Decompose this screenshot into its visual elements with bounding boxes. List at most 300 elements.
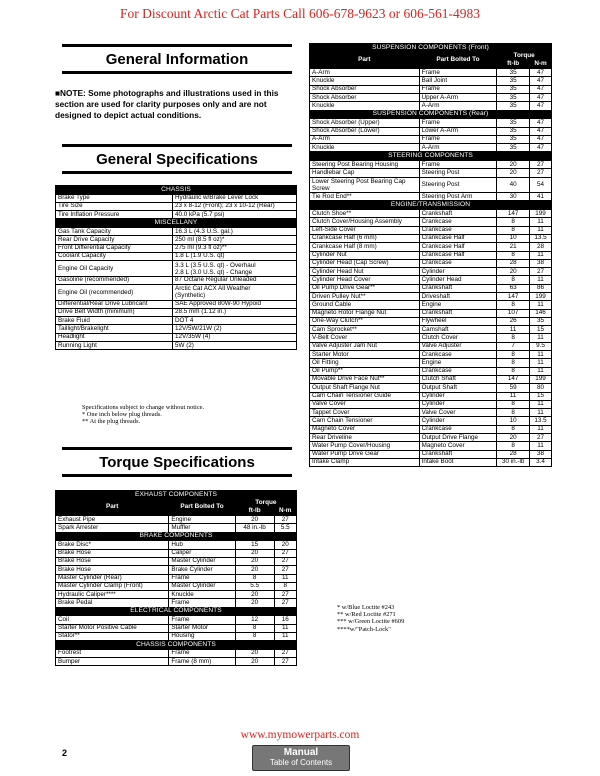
spec-value: 40.0 kPa (5.7 psi) [173,211,297,219]
torque-nm: 27 [530,268,552,276]
table-row [56,211,297,219]
right-torque-table [309,43,552,467]
table-row [310,276,552,284]
bolted-to: Crankshaft [419,284,497,292]
torque-nm: 11 [530,301,552,309]
bolted-to: Frame [419,161,497,169]
col-bolted: Part Bolted To [169,499,235,516]
torque-nm: 35 [530,317,552,325]
torque-ftlb: 5.5 [235,582,274,590]
section-title: SUSPENSION COMPONENTS (Rear) [310,110,552,119]
torque-nm: 199 [530,210,552,218]
left-torque-table [55,490,297,666]
torque-nm: 47 [530,102,552,110]
torque-nm: 38 [530,259,552,267]
table-row [310,119,552,127]
part-name: Shock Absorber (Lower) [310,127,420,135]
torque-nm: 54 [530,177,552,193]
torque-ftlb: 35 [497,69,530,77]
part-name: Valve Cover [310,400,420,408]
table-row [56,574,297,582]
spec-value: Hydraulic w/Brake Lever Lock [173,194,297,202]
bolted-to: Brake Cylinder [169,566,235,574]
table-row [310,77,552,85]
table-row [310,434,552,442]
torque-nm: 47 [530,135,552,143]
spec-value: 87 Octane Regular Unleaded [173,276,297,284]
table-row [56,285,297,301]
bolted-to: Muffler [169,524,235,532]
torque-nm: 47 [530,144,552,152]
part-name: Brake Pedal [56,599,169,607]
section-title: MISCELLANY [56,219,297,228]
general-information-title: General Information [62,44,292,74]
table-row [56,244,297,252]
section-header-row [310,110,552,119]
table-row [310,400,552,408]
bolted-to: Clutch Cover [419,334,497,342]
footnote: *** w/Green Loctite #609 [337,618,405,626]
torque-ftlb: 11 [497,392,530,400]
part-name: Intake Clamp [310,458,420,466]
spec-name: Headlight [56,333,173,341]
part-name: Stator** [56,632,169,640]
part-name: Driven Pulley Nut** [310,293,420,301]
torque-ftlb: 11 [497,326,530,334]
bolted-to: Steering Post [419,169,497,177]
torque-ftlb: 35 [497,135,530,143]
section-header-row [310,44,552,53]
part-name: Crankcase Half (6 mm) [310,234,420,242]
torque-ftlb: 20 [497,161,530,169]
torque-nm: 199 [530,375,552,383]
torque-ftlb: 26 [497,317,530,325]
part-name: Cam Sprocket** [310,326,420,334]
table-row [310,425,552,433]
spec-name: Rear Drive Capacity [56,236,173,244]
torque-ftlb: 40 [497,177,530,193]
torque-nm: 27 [530,169,552,177]
part-name: Oil Pump** [310,367,420,375]
torque-nm: 47 [530,77,552,85]
torque-nm: 27 [274,566,296,574]
table-row [56,317,297,325]
spec-name: Brake Type [56,194,173,202]
table-row [310,210,552,218]
part-name: Ground Cable [310,301,420,309]
table-row [310,218,552,226]
torque-footnotes [337,604,404,633]
table-row [56,599,297,607]
torque-nm: 11 [530,400,552,408]
bolted-to: Crankcase [419,218,497,226]
table-row [310,334,552,342]
torque-nm: 47 [530,85,552,93]
spec-note-line: Specifications subject to change without notice. [82,404,205,411]
table-row [56,541,297,549]
bolted-to: Crankshaft [419,450,497,458]
torque-specifications-title: Torque Specifications [62,447,292,477]
table-row [310,359,552,367]
part-name: Steering Post Bearing Housing [310,161,420,169]
bolted-to: Engine [419,359,497,367]
bolted-to: Knuckle [169,591,235,599]
part-name: Brake Hose [56,557,169,565]
table-row [56,325,297,333]
bolted-to: Starter Motor [169,624,235,632]
part-name: Valve Adjuster Jam Nut [310,342,420,350]
table-row [310,375,552,383]
torque-ftlb: 8 [497,359,530,367]
torque-nm: 13.5 [530,417,552,425]
torque-ftlb: 8 [497,442,530,450]
bolted-to: Master Cylinder [169,557,235,565]
bolted-to: Frame [169,574,235,582]
table-row [310,351,552,359]
table-row [310,417,552,425]
table-row [310,317,552,325]
torque-nm: 27 [530,434,552,442]
torque-nm: 199 [530,293,552,301]
torque-nm: 27 [274,591,296,599]
spec-name: Brake Fluid [56,317,173,325]
table-row [310,309,552,317]
bolted-to: Ball Joint [419,77,497,85]
part-name: Knuckle [310,77,420,85]
torque-ftlb: 20 [235,516,274,524]
bolted-to: Steering Post Arm [419,193,497,201]
table-row [56,228,297,236]
torque-ftlb: 8 [497,226,530,234]
torque-nm: 86 [530,284,552,292]
torque-ftlb: 20 [235,549,274,557]
bolted-to: Clutch Shaft [419,375,497,383]
bolted-to: Crankshaft [419,210,497,218]
torque-nm: 8 [274,582,296,590]
torque-nm: 27 [274,649,296,657]
spec-name: Drive Belt Width (minimum) [56,308,173,316]
part-name: Bumper [56,658,169,666]
bolted-to: Valve Adjuster [419,342,497,350]
part-name: A-Arm [310,135,420,143]
torque-nm: 5.5 [274,524,296,532]
part-name: Movable Drive Face Nut** [310,375,420,383]
table-row [56,276,297,284]
bolted-to: Valve Cover [419,409,497,417]
spec-name: Taillight/Brakelight [56,325,173,333]
spec-value: 5W (2) [173,342,297,350]
bolted-to: Intake Boot [419,458,497,466]
table-row [56,333,297,341]
spec-value: 3.3 L (3.5 U.S. qt) - Overhaul 2.8 L (3.0 U.S. qt) - Change [173,261,297,277]
torque-ftlb: 147 [497,293,530,301]
torque-ftlb: 8 [497,409,530,417]
torque-ftlb: 30 in.-lb [497,458,530,466]
bolted-to: Frame [169,599,235,607]
torque-nm: 47 [530,119,552,127]
column-header-row [310,52,552,60]
footnote: * w/Blue Loctite #243 [337,604,395,611]
spec-name: Tire Inflation Pressure [56,211,173,219]
torque-ftlb: 12 [235,616,274,624]
torque-nm: 11 [530,425,552,433]
table-row [310,384,552,392]
bolted-to: Caliper [169,549,235,557]
col-part: Part [310,52,420,69]
part-name: Tappet Cover [310,409,420,417]
torque-ftlb: 8 [497,367,530,375]
part-name: Exhaust Pipe [56,516,169,524]
spec-name: Tire Size [56,202,173,210]
bolted-to: Master Cylinder [169,582,235,590]
torque-nm: 146 [530,309,552,317]
torque-nm: 80 [530,384,552,392]
table-row [310,442,552,450]
table-row [56,236,297,244]
spec-value: 28.5 mm (1.12 in.) [173,308,297,316]
part-name: Brake Disc* [56,541,169,549]
torque-nm: 16 [274,616,296,624]
table-row [310,169,552,177]
spec-value: 12V/5W/21W (2) [173,325,297,333]
table-row [310,450,552,458]
torque-ftlb: 8 [235,574,274,582]
torque-nm: 11 [530,409,552,417]
torque-ftlb: 15 [235,541,274,549]
section-title: CHASSIS [56,186,297,195]
part-name: Hydraulic Caliper**** [56,591,169,599]
table-row [56,516,297,524]
part-name: Shock Absorber [310,85,420,93]
table-row [310,284,552,292]
torque-ftlb: 28 [497,259,530,267]
part-name: Shock Absorber (Upper) [310,119,420,127]
table-row [56,524,297,532]
torque-nm: 20 [274,541,296,549]
bolted-to: Crankcase [419,367,497,375]
table-row [56,342,297,350]
table-row [310,127,552,135]
bolted-to: Frame (8 mm) [169,658,235,666]
torque-nm: 27 [274,516,296,524]
torque-ftlb: 20 [497,169,530,177]
table-row [310,301,552,309]
bolted-to: A-Arm [419,144,497,152]
torque-nm: 11 [530,226,552,234]
spec-note-line: ** At the plug threads. [82,418,141,426]
bolted-to: A-Arm [419,102,497,110]
table-row [56,616,297,624]
table-row [310,268,552,276]
torque-nm: 47 [530,94,552,102]
table-row [310,367,552,375]
col-nm: N-m [530,60,552,68]
table-row [310,234,552,242]
spec-value: 1.8 L (1.9 U.S. qt) [173,252,297,260]
table-row [56,566,297,574]
part-name: Coil [56,616,169,624]
part-name: Handlebar Cap [310,169,420,177]
part-name: Shock Absorber [310,94,420,102]
table-row [310,161,552,169]
bolted-to: Housing [169,632,235,640]
torque-ftlb: 20 [497,434,530,442]
part-name: Starter Motor [310,351,420,359]
part-name: Crankcase Half (8 mm) [310,243,420,251]
spec-value: 12V/35W (4) [173,333,297,341]
spec-name: Engine Oil Capacity [56,261,173,277]
column-header-row [56,499,297,507]
spec-value: 16.3 L (4.3 U.S. gal.) [173,228,297,236]
torque-nm: 27 [274,599,296,607]
col-torque: Torque [235,499,296,507]
torque-ftlb: 35 [497,85,530,93]
bolted-to: Driveshaft [419,293,497,301]
torque-nm: 11 [530,251,552,259]
part-name: Footrest [56,649,169,657]
bolted-to: Cylinder [419,392,497,400]
table-of-contents-button[interactable] [252,745,350,771]
torque-nm: 11 [530,367,552,375]
torque-ftlb: 59 [497,384,530,392]
bolted-to: Cylinder [419,400,497,408]
part-name: Cylinder Head (Cap Screw) [310,259,420,267]
bolted-to: Crankcase [419,425,497,433]
bolted-to: Crankcase [419,259,497,267]
section-header-row [56,491,297,500]
toc-line1: Manual [283,747,319,758]
part-name: One-Way Clutch** [310,317,420,325]
torque-nm: 11 [530,276,552,284]
torque-ftlb: 20 [235,658,274,666]
table-row [310,144,552,152]
footnote: ****w/"Patch-Lock" [337,625,391,633]
part-name: Left-Side Cover [310,226,420,234]
table-row [56,202,297,210]
chassis-specs-table [55,185,297,350]
bolted-to: Frame [419,119,497,127]
torque-nm: 11 [274,624,296,632]
table-row [310,243,552,251]
part-name: Cam Chain Tensioner Guide [310,392,420,400]
spec-value: 23 x 8-12 (Front); 23 x 10-12 (Rear) [173,202,297,210]
table-row [310,85,552,93]
section-header-row [56,532,297,541]
torque-ftlb: 8 [497,218,530,226]
torque-nm: 27 [274,549,296,557]
part-name: Knuckle [310,102,420,110]
section-header-row [310,201,552,210]
table-row [310,409,552,417]
torque-ftlb: 10 [497,234,530,242]
table-row [56,300,297,308]
torque-ftlb: 8 [497,425,530,433]
table-row [310,293,552,301]
spec-name: Gas Tank Capacity [56,228,173,236]
col-torque: Torque [497,52,552,60]
section-title: CHASSIS COMPONENTS [56,641,297,650]
torque-nm: 11 [530,351,552,359]
torque-ftlb: 35 [497,94,530,102]
torque-ftlb: 8 [235,624,274,632]
spec-name: Differential/Rear Drive Lubricant [56,300,173,308]
torque-nm: 9.5 [530,342,552,350]
section-title: STEERING COMPONENTS [310,152,552,161]
torque-ftlb: 35 [497,127,530,135]
torque-ftlb: 35 [497,77,530,85]
spec-name: Gasoline (recommended) [56,276,173,284]
part-name: Master Cylinder (Rear) [56,574,169,582]
torque-ftlb: 35 [497,119,530,127]
torque-nm: 27 [274,658,296,666]
toc-line2: Table of Contents [269,758,333,767]
bolted-to: Lower A-Arm [419,127,497,135]
table-row [310,251,552,259]
col-ftlb: ft-lb [235,507,274,515]
part-name: Starter Motor Positive Cable [56,624,169,632]
part-name: V-Belt Cover [310,334,420,342]
spec-value: Arctic Cat ACX All Weather (Synthetic) [173,285,297,301]
spec-value: 275 ml (9.3 fl oz)** [173,244,297,252]
torque-ftlb: 63 [497,284,530,292]
col-part: Part [56,499,169,516]
section-title: SUSPENSION COMPONENTS (Front) [310,44,552,53]
bolted-to: Frame [419,85,497,93]
torque-nm: 47 [530,69,552,77]
torque-ftlb: 147 [497,210,530,218]
website-link[interactable]: www.mymowerparts.com [240,729,360,741]
spec-name: Running Light [56,342,173,350]
spec-value: 250 ml (8.5 fl oz)* [173,236,297,244]
bolted-to: Crankcase Half [419,243,497,251]
torque-nm: 13.5 [530,234,552,242]
general-specifications-title: General Specifications [62,144,292,174]
section-header-row [310,152,552,161]
torque-ftlb: 10 [497,417,530,425]
part-name: Water Pump Drive Gear [310,450,420,458]
torque-ftlb: 7 [497,342,530,350]
table-row [310,259,552,267]
part-name: Clutch Shoe** [310,210,420,218]
note-text: ■NOTE: Some photographs and illustrations used in this section are used for clarity purposes only and are not designed to depict actual conditions. [55,88,279,120]
section-title: ENGINE/TRANSMISSION [310,201,552,210]
part-name: Cylinder Head Cover [310,276,420,284]
torque-ftlb: 20 [497,268,530,276]
part-name: Lower Steering Post Bearing Cap Screw [310,177,420,193]
table-row [56,632,297,640]
spec-value: DOT 4 [173,317,297,325]
bolted-to: Steering Post [419,177,497,193]
bolted-to: Crankcase Half [419,234,497,242]
part-name: Magneto Rotor Flange Nut [310,309,420,317]
table-row [56,549,297,557]
spec-name: Engine Oil (recommended) [56,285,173,301]
bolted-to: Cylinder [419,268,497,276]
torque-ftlb: 8 [497,351,530,359]
section-header-row [56,219,297,228]
torque-nm: 15 [530,326,552,334]
section-header-row [56,641,297,650]
bolted-to: Flywheel [419,317,497,325]
bolted-to: Cylinder [419,417,497,425]
table-row [56,194,297,202]
spec-name: Coolant Capacity [56,252,173,260]
bolted-to: Frame [419,135,497,143]
torque-ftlb: 35 [497,102,530,110]
part-name: Brake Hose [56,566,169,574]
spec-name: Front Differential Capacity [56,244,173,252]
bolted-to: Frame [169,649,235,657]
